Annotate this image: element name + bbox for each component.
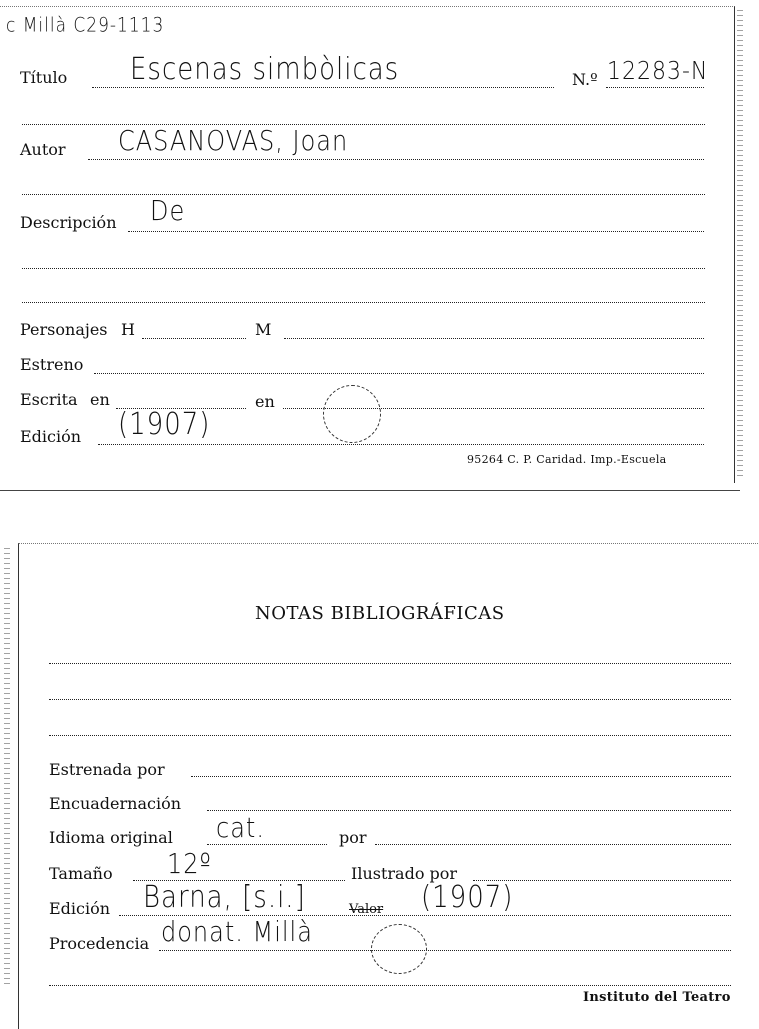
descripcion-extra-line-2 [22,302,705,303]
front-card-bottom-edge [0,490,740,491]
numero-value: 12283-N [607,57,709,86]
stamp-mark-back [371,924,427,974]
descripcion-label: Descripción [20,213,117,232]
corner-note: c Millà C29-1113 [6,14,165,37]
escrita-en1-label: en [90,390,110,409]
notas-line-1 [49,663,731,664]
final-line [49,985,731,986]
escrita-en2-label: en [255,392,275,411]
personajes-m-line [284,338,704,339]
idioma-line [207,844,327,845]
notas-line-3 [49,735,731,736]
notas-heading: NOTAS BIBLIOGRÁFICAS [255,603,505,624]
estrenada-label: Estrenada por [49,760,165,779]
stamp-mark [323,385,381,443]
personajes-h-label: H [121,320,135,339]
procedencia-value: donat. Millà [161,915,313,948]
autor-line [88,159,704,160]
back-card-edge [4,548,10,988]
escrita-label: Escrita [20,390,78,409]
encuadernacion-line [207,810,731,811]
personajes-label: Personajes [20,320,108,339]
edicion-value: (1907) [118,407,211,442]
numero-label: N.º [572,70,598,89]
estrenada-line [191,776,731,777]
edicion-back-label: Edición [49,899,111,918]
valor-label: Valor [349,902,384,917]
procedencia-label: Procedencia [49,934,150,953]
notas-line-2 [49,699,731,700]
procedencia-line [159,950,731,951]
valor-value: (1907) [421,880,514,915]
printer-imprint: 95264 C. P. Caridad. Imp.-Escuela [467,453,667,466]
idioma-por-line [375,844,731,845]
estreno-line [94,373,704,374]
encuadernacion-label: Encuadernación [49,794,182,813]
edicion-line [98,444,704,445]
titulo-line [92,87,554,88]
titulo-value: Escenas simbòlicas [130,52,400,87]
autor-label: Autor [20,140,66,159]
catalog-card-back [18,543,759,1029]
descripcion-extra-line-1 [22,268,705,269]
tamano-label: Tamaño [49,864,113,883]
tamano-value: 12º [167,847,212,880]
descripcion-value: De [150,194,186,227]
ilustrado-label: Ilustrado por [351,864,458,883]
titulo-label: Título [20,68,68,87]
idioma-value: cat. [216,811,265,844]
edicion-label: Edición [20,427,82,446]
autor-value: CASANOVAS, Joan [118,124,349,157]
numero-line [606,87,704,88]
front-card-edge [737,10,743,480]
idioma-por-label: por [339,828,367,847]
idioma-label: Idioma original [49,828,173,847]
personajes-m-label: M [255,320,272,339]
personajes-h-line [142,338,246,339]
edicion-back-value: Barna, [s.i.] [143,880,306,915]
autor-extra-line [22,194,705,195]
estreno-label: Estreno [20,355,84,374]
descripcion-line [128,231,704,232]
catalog-card-front [0,6,735,483]
institution-imprint: Instituto del Teatro [583,990,731,1005]
